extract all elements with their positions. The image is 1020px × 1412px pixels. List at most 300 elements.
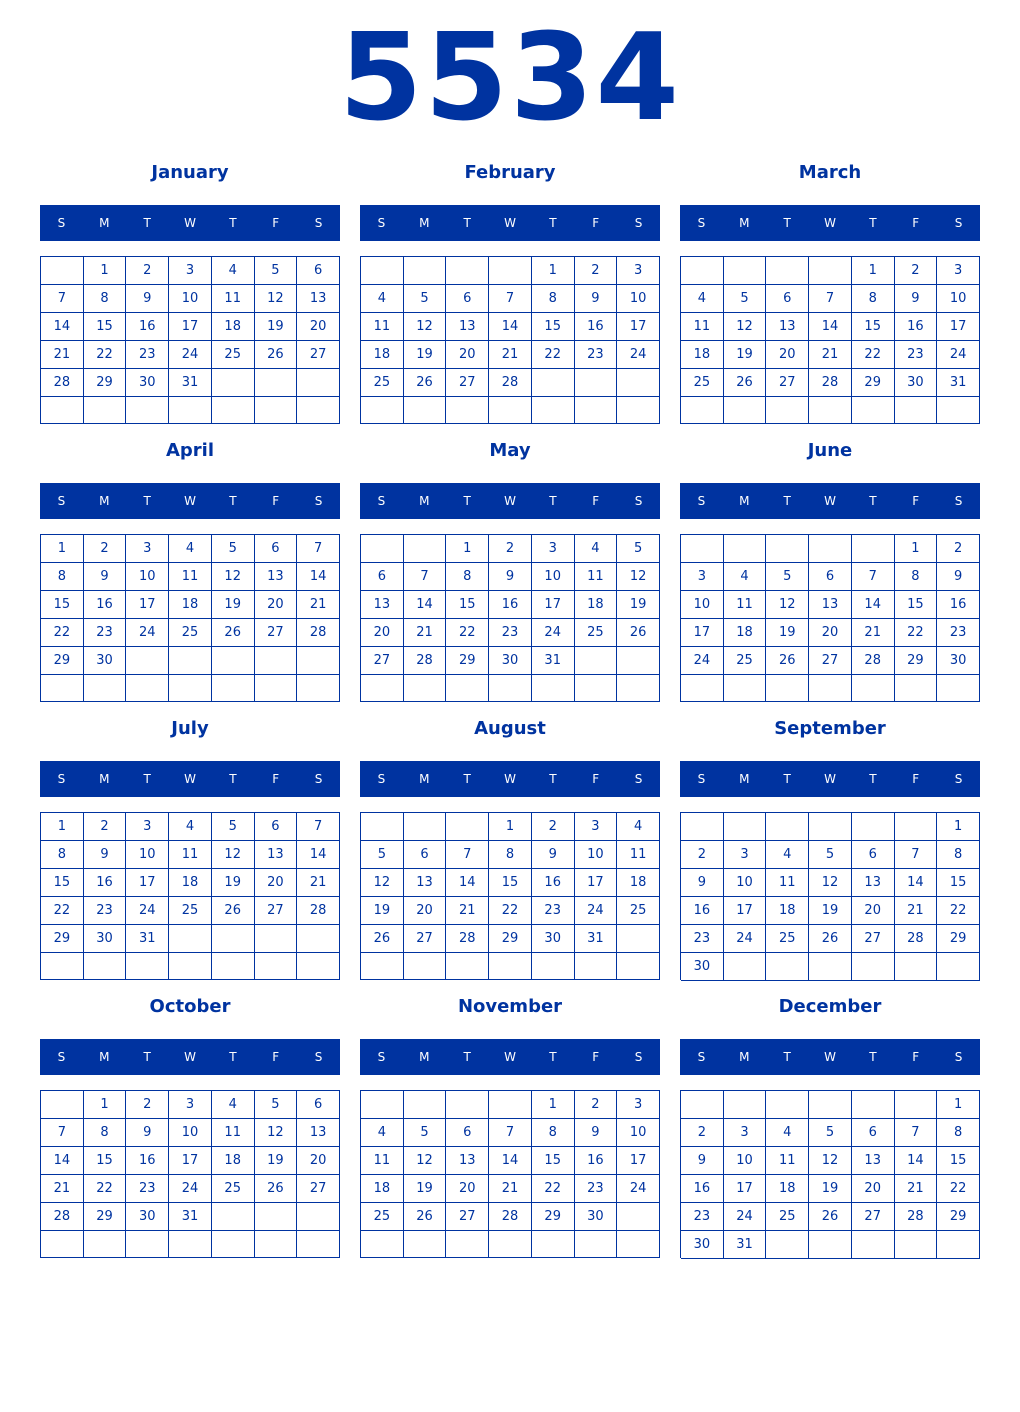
empty-day-cell bbox=[212, 925, 255, 953]
weekday-label: S bbox=[57, 494, 66, 508]
day-cell: 10 bbox=[681, 591, 724, 619]
empty-day-cell bbox=[766, 1231, 809, 1259]
weekday-label: S bbox=[634, 772, 643, 786]
day-cell: 11 bbox=[681, 313, 724, 341]
weekday-label: T bbox=[783, 772, 791, 786]
weekday-label: W bbox=[504, 1050, 516, 1064]
day-cell: 24 bbox=[681, 647, 724, 675]
day-cell: 23 bbox=[937, 619, 980, 647]
empty-day-cell bbox=[404, 675, 447, 702]
weekday-label: M bbox=[99, 772, 110, 786]
day-cell: 15 bbox=[41, 591, 84, 619]
day-cell: 1 bbox=[937, 1091, 980, 1119]
day-cell: 12 bbox=[724, 313, 767, 341]
empty-day-cell bbox=[41, 1091, 84, 1119]
empty-day-cell bbox=[297, 1203, 340, 1231]
day-cell: 4 bbox=[212, 257, 255, 285]
day-cell: 30 bbox=[681, 953, 724, 981]
day-cell: 5 bbox=[404, 1119, 447, 1147]
empty-day-cell bbox=[681, 535, 724, 563]
day-cell: 1 bbox=[41, 535, 84, 563]
day-cell: 16 bbox=[681, 897, 724, 925]
empty-day-cell bbox=[575, 675, 618, 702]
day-cell: 10 bbox=[617, 285, 660, 313]
day-cell: 13 bbox=[404, 869, 447, 897]
weekday-label: W bbox=[504, 494, 516, 508]
day-cell: 26 bbox=[255, 1175, 298, 1203]
day-cell: 21 bbox=[489, 341, 532, 369]
day-cell: 6 bbox=[297, 257, 340, 285]
weekday-label: T bbox=[549, 216, 557, 230]
day-cell: 29 bbox=[41, 647, 84, 675]
day-cell: 5 bbox=[361, 841, 404, 869]
days-grid bbox=[680, 534, 980, 702]
day-cell: 11 bbox=[617, 841, 660, 869]
days-grid bbox=[360, 256, 660, 424]
day-cell: 3 bbox=[126, 813, 169, 841]
day-cell: 6 bbox=[446, 285, 489, 313]
empty-day-cell bbox=[532, 953, 575, 980]
weekday-label: S bbox=[954, 216, 963, 230]
empty-day-cell bbox=[852, 1091, 895, 1119]
empty-day-cell bbox=[446, 1091, 489, 1119]
day-cell: 19 bbox=[809, 897, 852, 925]
weekday-label: M bbox=[99, 216, 110, 230]
day-cell: 6 bbox=[766, 285, 809, 313]
empty-day-cell bbox=[895, 397, 938, 424]
empty-day-cell bbox=[852, 813, 895, 841]
day-cell: 23 bbox=[532, 897, 575, 925]
empty-day-cell bbox=[404, 257, 447, 285]
day-cell: 20 bbox=[446, 1175, 489, 1203]
empty-day-cell bbox=[212, 369, 255, 397]
empty-day-cell bbox=[212, 675, 255, 702]
weekday-label: S bbox=[314, 1050, 323, 1064]
day-cell: 29 bbox=[937, 925, 980, 953]
day-cell: 24 bbox=[617, 1175, 660, 1203]
day-cell: 1 bbox=[489, 813, 532, 841]
weekday-label: F bbox=[592, 494, 600, 508]
day-cell: 2 bbox=[532, 813, 575, 841]
weekday-label: S bbox=[314, 772, 323, 786]
day-cell: 2 bbox=[681, 1119, 724, 1147]
empty-day-cell bbox=[724, 675, 767, 702]
empty-day-cell bbox=[724, 813, 767, 841]
day-cell: 10 bbox=[126, 563, 169, 591]
day-cell: 17 bbox=[169, 313, 212, 341]
empty-day-cell bbox=[809, 813, 852, 841]
day-cell: 21 bbox=[489, 1175, 532, 1203]
day-cell: 2 bbox=[126, 1091, 169, 1119]
empty-day-cell bbox=[489, 257, 532, 285]
day-cell: 11 bbox=[169, 841, 212, 869]
day-cell: 8 bbox=[489, 841, 532, 869]
empty-day-cell bbox=[84, 1231, 127, 1258]
day-cell: 4 bbox=[169, 535, 212, 563]
empty-day-cell bbox=[361, 1231, 404, 1258]
day-cell: 9 bbox=[532, 841, 575, 869]
day-cell: 19 bbox=[809, 1175, 852, 1203]
weekday-label: S bbox=[57, 1050, 66, 1064]
weekday-label: F bbox=[272, 1050, 280, 1064]
day-cell: 12 bbox=[766, 591, 809, 619]
day-cell: 28 bbox=[297, 897, 340, 925]
day-cell: 23 bbox=[575, 341, 618, 369]
day-cell: 9 bbox=[84, 563, 127, 591]
day-cell: 25 bbox=[361, 369, 404, 397]
day-cell: 4 bbox=[766, 1119, 809, 1147]
weekday-label: F bbox=[592, 772, 600, 786]
day-cell: 17 bbox=[575, 869, 618, 897]
weekday-header bbox=[40, 761, 340, 797]
weekday-label: W bbox=[824, 772, 836, 786]
day-cell: 30 bbox=[895, 369, 938, 397]
day-cell: 30 bbox=[84, 647, 127, 675]
day-cell: 14 bbox=[809, 313, 852, 341]
day-cell: 26 bbox=[766, 647, 809, 675]
day-cell: 1 bbox=[84, 257, 127, 285]
day-cell: 26 bbox=[809, 1203, 852, 1231]
empty-day-cell bbox=[255, 397, 298, 424]
days-grid bbox=[40, 256, 340, 424]
empty-day-cell bbox=[809, 953, 852, 981]
empty-day-cell bbox=[852, 397, 895, 424]
weekday-label: S bbox=[634, 216, 643, 230]
empty-day-cell bbox=[809, 1091, 852, 1119]
day-cell: 31 bbox=[126, 925, 169, 953]
weekday-label: F bbox=[912, 772, 920, 786]
empty-day-cell bbox=[212, 647, 255, 675]
empty-day-cell bbox=[532, 369, 575, 397]
month-name: July bbox=[171, 718, 209, 739]
day-cell: 6 bbox=[361, 563, 404, 591]
day-cell: 28 bbox=[895, 925, 938, 953]
day-cell: 18 bbox=[212, 313, 255, 341]
day-cell: 13 bbox=[809, 591, 852, 619]
day-cell: 28 bbox=[895, 1203, 938, 1231]
empty-day-cell bbox=[126, 675, 169, 702]
empty-day-cell bbox=[297, 1231, 340, 1258]
day-cell: 2 bbox=[84, 813, 127, 841]
empty-day-cell bbox=[766, 397, 809, 424]
day-cell: 17 bbox=[532, 591, 575, 619]
day-cell: 23 bbox=[84, 897, 127, 925]
empty-day-cell bbox=[895, 1231, 938, 1259]
empty-day-cell bbox=[766, 257, 809, 285]
day-cell: 6 bbox=[809, 563, 852, 591]
day-cell: 17 bbox=[724, 897, 767, 925]
weekday-label: F bbox=[912, 216, 920, 230]
day-cell: 28 bbox=[404, 647, 447, 675]
day-cell: 27 bbox=[297, 1175, 340, 1203]
day-cell: 22 bbox=[41, 897, 84, 925]
day-cell: 31 bbox=[575, 925, 618, 953]
days-grid bbox=[40, 1090, 340, 1258]
weekday-label: M bbox=[419, 494, 430, 508]
day-cell: 24 bbox=[169, 1175, 212, 1203]
day-cell: 19 bbox=[404, 1175, 447, 1203]
weekday-label: S bbox=[954, 1050, 963, 1064]
weekday-label: M bbox=[739, 772, 750, 786]
empty-day-cell bbox=[895, 1091, 938, 1119]
day-cell: 16 bbox=[895, 313, 938, 341]
day-cell: 5 bbox=[809, 1119, 852, 1147]
empty-day-cell bbox=[489, 1091, 532, 1119]
day-cell: 13 bbox=[852, 1147, 895, 1175]
empty-day-cell bbox=[361, 1091, 404, 1119]
weekday-label: T bbox=[869, 216, 877, 230]
day-cell: 8 bbox=[84, 285, 127, 313]
weekday-label: T bbox=[783, 216, 791, 230]
day-cell: 6 bbox=[446, 1119, 489, 1147]
day-cell: 31 bbox=[169, 1203, 212, 1231]
day-cell: 22 bbox=[895, 619, 938, 647]
day-cell: 9 bbox=[489, 563, 532, 591]
day-cell: 28 bbox=[489, 1203, 532, 1231]
day-cell: 1 bbox=[895, 535, 938, 563]
day-cell: 9 bbox=[937, 563, 980, 591]
empty-day-cell bbox=[766, 675, 809, 702]
day-cell: 8 bbox=[41, 563, 84, 591]
day-cell: 21 bbox=[41, 1175, 84, 1203]
weekday-label: T bbox=[869, 772, 877, 786]
day-cell: 23 bbox=[681, 925, 724, 953]
day-cell: 25 bbox=[724, 647, 767, 675]
day-cell: 5 bbox=[809, 841, 852, 869]
month-name: August bbox=[474, 718, 546, 739]
empty-day-cell bbox=[532, 675, 575, 702]
day-cell: 18 bbox=[681, 341, 724, 369]
weekday-label: T bbox=[869, 494, 877, 508]
empty-day-cell bbox=[446, 397, 489, 424]
weekday-label: S bbox=[377, 494, 386, 508]
day-cell: 27 bbox=[361, 647, 404, 675]
day-cell: 14 bbox=[895, 869, 938, 897]
day-cell: 9 bbox=[895, 285, 938, 313]
day-cell: 5 bbox=[404, 285, 447, 313]
day-cell: 20 bbox=[255, 591, 298, 619]
day-cell: 26 bbox=[212, 619, 255, 647]
day-cell: 20 bbox=[297, 313, 340, 341]
day-cell: 7 bbox=[404, 563, 447, 591]
day-cell: 10 bbox=[169, 1119, 212, 1147]
month-name: April bbox=[165, 440, 215, 461]
day-cell: 3 bbox=[617, 257, 660, 285]
day-cell: 29 bbox=[41, 925, 84, 953]
day-cell: 19 bbox=[255, 313, 298, 341]
empty-day-cell bbox=[617, 675, 660, 702]
weekday-label: W bbox=[184, 216, 196, 230]
day-cell: 15 bbox=[937, 1147, 980, 1175]
day-cell: 10 bbox=[126, 841, 169, 869]
day-cell: 25 bbox=[681, 369, 724, 397]
day-cell: 14 bbox=[41, 313, 84, 341]
day-cell: 11 bbox=[575, 563, 618, 591]
day-cell: 15 bbox=[489, 869, 532, 897]
day-cell: 15 bbox=[532, 1147, 575, 1175]
empty-day-cell bbox=[126, 1231, 169, 1258]
empty-day-cell bbox=[84, 953, 127, 980]
day-cell: 29 bbox=[937, 1203, 980, 1231]
empty-day-cell bbox=[255, 1203, 298, 1231]
empty-day-cell bbox=[361, 675, 404, 702]
day-cell: 31 bbox=[169, 369, 212, 397]
day-cell: 17 bbox=[724, 1175, 767, 1203]
day-cell: 11 bbox=[766, 869, 809, 897]
day-cell: 12 bbox=[617, 563, 660, 591]
weekday-label: S bbox=[634, 494, 643, 508]
weekday-label: S bbox=[377, 216, 386, 230]
weekday-label: T bbox=[229, 216, 237, 230]
month-name: June bbox=[807, 440, 853, 461]
day-cell: 4 bbox=[766, 841, 809, 869]
day-cell: 17 bbox=[617, 1147, 660, 1175]
day-cell: 16 bbox=[126, 1147, 169, 1175]
day-cell: 26 bbox=[809, 925, 852, 953]
day-cell: 14 bbox=[852, 591, 895, 619]
day-cell: 1 bbox=[937, 813, 980, 841]
day-cell: 25 bbox=[212, 1175, 255, 1203]
empty-day-cell bbox=[724, 953, 767, 981]
empty-day-cell bbox=[446, 1231, 489, 1258]
day-cell: 14 bbox=[489, 1147, 532, 1175]
day-cell: 22 bbox=[84, 1175, 127, 1203]
weekday-label: W bbox=[824, 1050, 836, 1064]
day-cell: 6 bbox=[297, 1091, 340, 1119]
day-cell: 23 bbox=[895, 341, 938, 369]
month-name: May bbox=[489, 440, 531, 461]
empty-day-cell bbox=[575, 397, 618, 424]
empty-day-cell bbox=[895, 813, 938, 841]
empty-day-cell bbox=[41, 397, 84, 424]
day-cell: 2 bbox=[575, 257, 618, 285]
empty-day-cell bbox=[852, 953, 895, 981]
day-cell: 3 bbox=[724, 841, 767, 869]
day-cell: 15 bbox=[41, 869, 84, 897]
day-cell: 27 bbox=[297, 341, 340, 369]
day-cell: 22 bbox=[41, 619, 84, 647]
day-cell: 23 bbox=[489, 619, 532, 647]
day-cell: 18 bbox=[361, 341, 404, 369]
day-cell: 29 bbox=[84, 369, 127, 397]
empty-day-cell bbox=[41, 1231, 84, 1258]
day-cell: 7 bbox=[41, 1119, 84, 1147]
day-cell: 24 bbox=[169, 341, 212, 369]
weekday-label: M bbox=[739, 216, 750, 230]
day-cell: 6 bbox=[852, 841, 895, 869]
day-cell: 9 bbox=[575, 285, 618, 313]
day-cell: 14 bbox=[489, 313, 532, 341]
empty-day-cell bbox=[212, 1203, 255, 1231]
empty-day-cell bbox=[169, 1231, 212, 1258]
day-cell: 5 bbox=[212, 535, 255, 563]
empty-day-cell bbox=[852, 675, 895, 702]
day-cell: 20 bbox=[404, 897, 447, 925]
day-cell: 3 bbox=[532, 535, 575, 563]
empty-day-cell bbox=[617, 1231, 660, 1258]
weekday-header bbox=[680, 483, 980, 519]
day-cell: 25 bbox=[361, 1203, 404, 1231]
day-cell: 25 bbox=[169, 897, 212, 925]
day-cell: 10 bbox=[617, 1119, 660, 1147]
weekday-label: S bbox=[697, 1050, 706, 1064]
empty-day-cell bbox=[126, 953, 169, 980]
day-cell: 27 bbox=[446, 369, 489, 397]
day-cell: 17 bbox=[169, 1147, 212, 1175]
day-cell: 26 bbox=[404, 1203, 447, 1231]
day-cell: 30 bbox=[126, 369, 169, 397]
empty-day-cell bbox=[617, 925, 660, 953]
empty-day-cell bbox=[724, 1091, 767, 1119]
day-cell: 7 bbox=[41, 285, 84, 313]
empty-day-cell bbox=[937, 675, 980, 702]
day-cell: 9 bbox=[84, 841, 127, 869]
day-cell: 8 bbox=[446, 563, 489, 591]
day-cell: 18 bbox=[169, 591, 212, 619]
weekday-label: T bbox=[549, 494, 557, 508]
month-name: February bbox=[464, 162, 556, 183]
day-cell: 25 bbox=[575, 619, 618, 647]
empty-day-cell bbox=[724, 397, 767, 424]
day-cell: 21 bbox=[446, 897, 489, 925]
weekday-label: W bbox=[184, 494, 196, 508]
day-cell: 23 bbox=[126, 1175, 169, 1203]
empty-day-cell bbox=[895, 953, 938, 981]
day-cell: 14 bbox=[41, 1147, 84, 1175]
empty-day-cell bbox=[404, 397, 447, 424]
days-grid bbox=[40, 534, 340, 702]
day-cell: 16 bbox=[84, 591, 127, 619]
day-cell: 11 bbox=[361, 1147, 404, 1175]
day-cell: 2 bbox=[681, 841, 724, 869]
empty-day-cell bbox=[724, 257, 767, 285]
weekday-label: T bbox=[463, 494, 471, 508]
day-cell: 10 bbox=[575, 841, 618, 869]
day-cell: 15 bbox=[937, 869, 980, 897]
day-cell: 29 bbox=[489, 925, 532, 953]
weekday-label: T bbox=[463, 772, 471, 786]
days-grid bbox=[680, 1090, 980, 1258]
day-cell: 20 bbox=[809, 619, 852, 647]
empty-day-cell bbox=[937, 1231, 980, 1259]
weekday-label: S bbox=[314, 216, 323, 230]
day-cell: 11 bbox=[724, 591, 767, 619]
day-cell: 4 bbox=[361, 1119, 404, 1147]
day-cell: 15 bbox=[446, 591, 489, 619]
day-cell: 15 bbox=[852, 313, 895, 341]
empty-day-cell bbox=[404, 813, 447, 841]
weekday-label: S bbox=[377, 1050, 386, 1064]
day-cell: 19 bbox=[617, 591, 660, 619]
day-cell: 25 bbox=[212, 341, 255, 369]
empty-day-cell bbox=[212, 397, 255, 424]
day-cell: 4 bbox=[169, 813, 212, 841]
weekday-label: T bbox=[783, 494, 791, 508]
day-cell: 5 bbox=[724, 285, 767, 313]
weekday-label: M bbox=[99, 494, 110, 508]
days-grid bbox=[680, 256, 980, 424]
day-cell: 20 bbox=[852, 1175, 895, 1203]
day-cell: 13 bbox=[446, 1147, 489, 1175]
day-cell: 2 bbox=[84, 535, 127, 563]
day-cell: 5 bbox=[255, 1091, 298, 1119]
weekday-label: W bbox=[824, 494, 836, 508]
day-cell: 21 bbox=[895, 897, 938, 925]
weekday-label: S bbox=[57, 216, 66, 230]
day-cell: 28 bbox=[41, 369, 84, 397]
days-grid bbox=[40, 812, 340, 980]
empty-day-cell bbox=[532, 1231, 575, 1258]
